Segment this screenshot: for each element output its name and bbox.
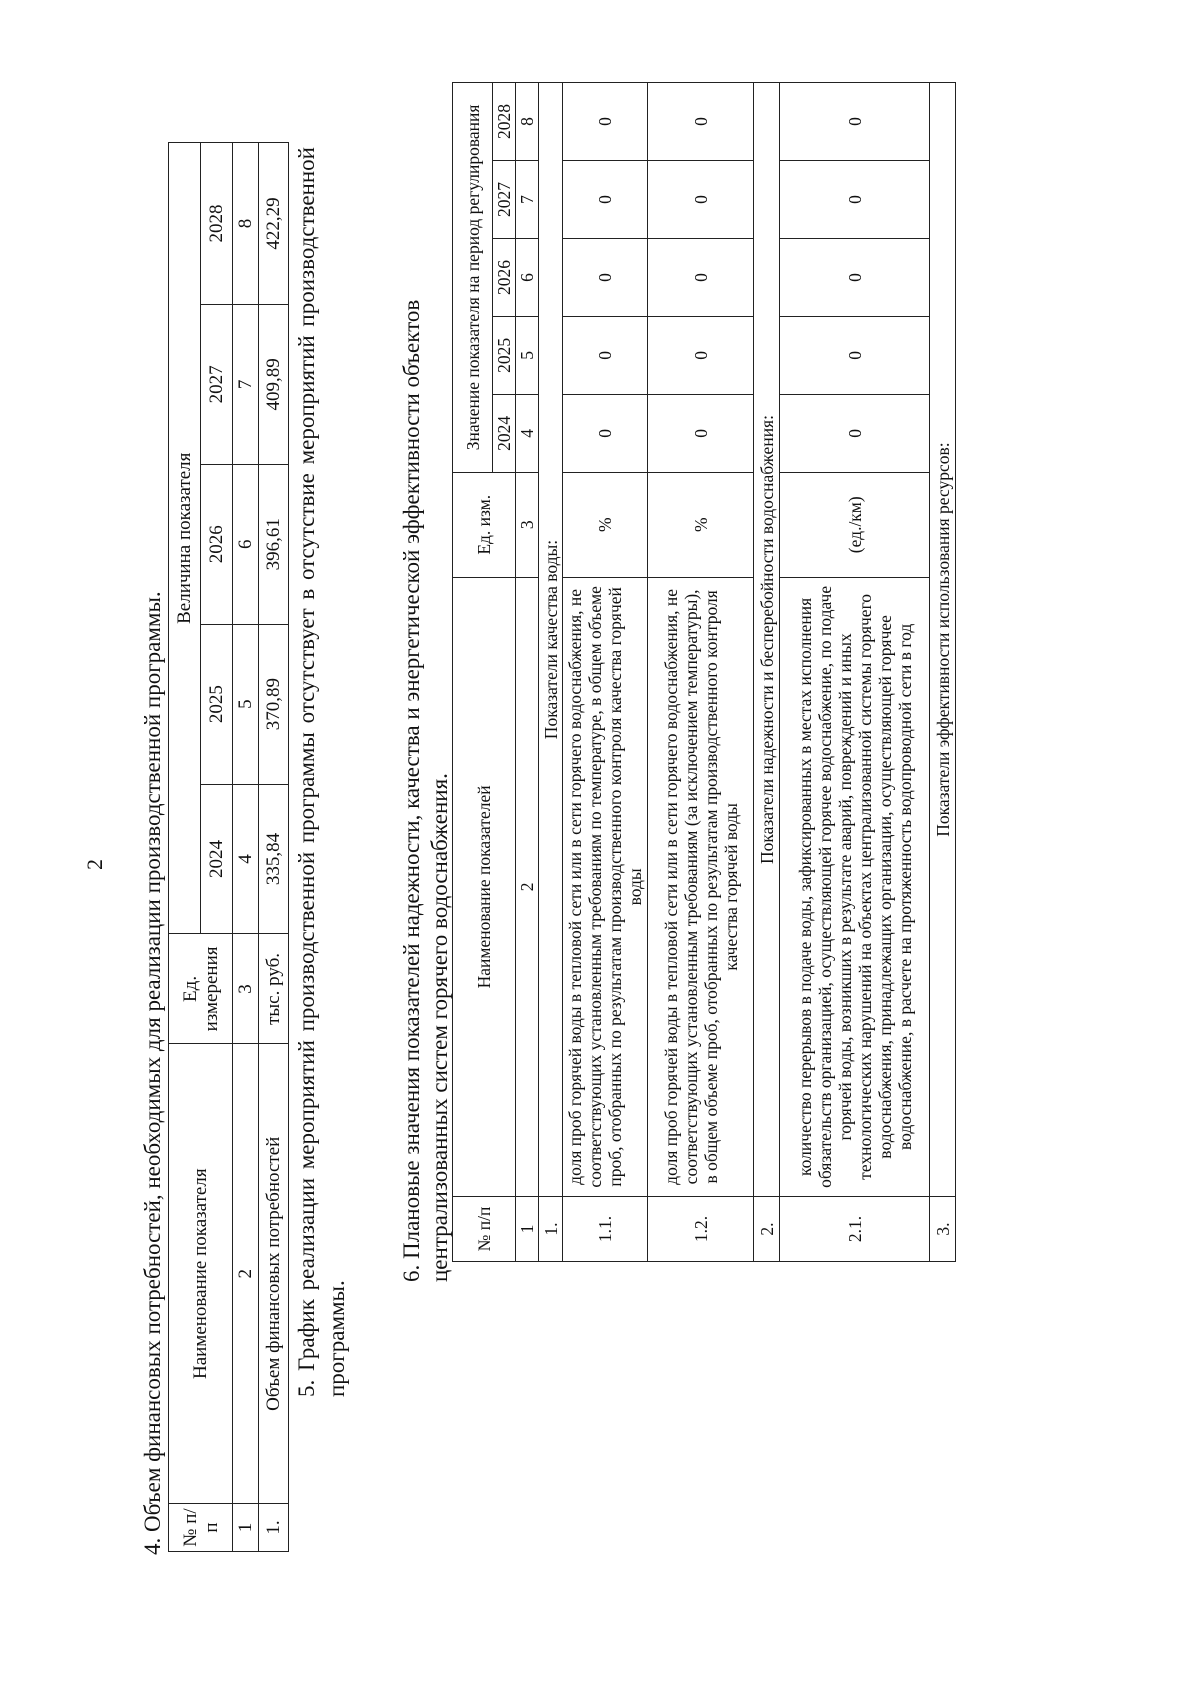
t1-index: 6 — [233, 464, 259, 624]
t2-year: 2027 — [493, 161, 516, 239]
t2-row-value: 0 — [648, 394, 754, 472]
t2-row-value: 0 — [648, 238, 754, 316]
t1-index: 4 — [233, 784, 259, 934]
t2-section-title: Показатели качества воды: — [539, 83, 563, 1197]
t2-row-name: доля проб горячей воды в тепловой сети или в сети горячего водоснабжения, не соответствующих установленным требованиям по температуре, в общем объеме проб, отобранных по результатам производственного контроля качества горячей воды — [563, 577, 648, 1196]
t1-header-no: № п/п — [169, 1504, 233, 1552]
t2-row-value: 0 — [780, 83, 930, 161]
t1-index: 8 — [233, 143, 259, 305]
t1-row-name: Объем финансовых потребностей — [259, 1044, 289, 1504]
financial-needs-table — [168, 142, 289, 1552]
page-number: 2 — [82, 859, 107, 870]
t2-row-unit: % — [563, 472, 648, 577]
t2-section-no: 3. — [930, 1197, 956, 1262]
t2-header-name: Наименование показателей — [453, 577, 516, 1196]
t2-row-value: 0 — [648, 161, 754, 239]
t1-header-name: Наименование показателя — [169, 1044, 233, 1504]
t1-year: 2028 — [201, 143, 233, 305]
t2-row-value: 0 — [780, 161, 930, 239]
t2-section-no: 2. — [754, 1197, 780, 1262]
t2-row-value: 0 — [563, 316, 648, 394]
t1-year: 2024 — [201, 784, 233, 934]
t1-index: 7 — [233, 304, 259, 464]
t1-index-row — [233, 143, 259, 1552]
t1-header-unit: Ед. измерения — [169, 934, 233, 1044]
t2-row-value: 0 — [648, 316, 754, 394]
section5-text: 5. График реализации мероприятий производственной программы отсутствует в отсутствие мероприятий производственной программы. — [294, 147, 349, 1397]
t2-row-value: 0 — [563, 394, 648, 472]
t2-index-row — [516, 83, 539, 1262]
t2-index: 6 — [516, 238, 539, 316]
t2-row-value: 0 — [780, 394, 930, 472]
t1-row-value: 409,89 — [259, 304, 289, 464]
t2-section-title: Показатели надежности и бесперебойности водоснабжения: — [754, 83, 780, 1197]
section6-heading: 6. Плановые значения показателей надежности, качества и энергетической эффективности объектов централизованных систем горячего водоснабжения. — [399, 299, 452, 1282]
t2-header-no: № п/п — [453, 1197, 516, 1262]
t2-year: 2024 — [493, 394, 516, 472]
t2-row-value: 0 — [563, 238, 648, 316]
t1-row-value: 370,89 — [259, 624, 289, 784]
t1-header-value-group: Величина показателя — [169, 143, 201, 934]
performance-indicators-table — [452, 82, 956, 1262]
table-row — [563, 83, 648, 1262]
t2-year: 2028 — [493, 83, 516, 161]
t2-row-name: количество перерывов в подаче воды, зафиксированных в местах исполнения обязательств организацией, осуществляющей горячее водоснабжение, по подаче горячей воды, возникших в результате аварий, повреждений и иных технологических нарушений на объектах централизованной системы горячего водоснабжения, принадлежащих организации, осуществляющей горячее водоснабжение, в расчете на протяженность водопроводной сети в год — [780, 577, 930, 1196]
t2-index: 3 — [516, 472, 539, 577]
t2-index: 4 — [516, 394, 539, 472]
t1-year: 2027 — [201, 304, 233, 464]
table-row — [780, 83, 930, 1262]
t2-row-name: доля проб горячей воды в тепловой сети или в сети горячего водоснабжения, не соответствующих установленным требованиям (за исключением температуры), в общем объеме проб, отобранных по результатам производственного контроля качества горячей воды — [648, 577, 754, 1196]
t2-section-row — [754, 83, 780, 1262]
t2-section-title: Показатели эффективности использования ресурсов: — [930, 83, 956, 1197]
t2-section-row — [930, 83, 956, 1262]
t1-index: 5 — [233, 624, 259, 784]
t1-row-value: 396,61 — [259, 464, 289, 624]
t2-row-value: 0 — [563, 83, 648, 161]
t2-section-no: 1. — [539, 1197, 563, 1262]
t2-row-value: 0 — [780, 238, 930, 316]
t2-row-unit: (ед./км) — [780, 472, 930, 577]
t1-year: 2025 — [201, 624, 233, 784]
t1-index: 3 — [233, 934, 259, 1044]
t2-index: 2 — [516, 577, 539, 1196]
t1-index: 1 — [233, 1504, 259, 1552]
t2-year: 2026 — [493, 238, 516, 316]
t2-year: 2025 — [493, 316, 516, 394]
t2-index: 7 — [516, 161, 539, 239]
t2-header-unit: Ед. изм. — [453, 472, 516, 577]
t2-row-value: 0 — [648, 83, 754, 161]
t2-header-value-group: Значение показателя на период регулирования — [453, 83, 493, 473]
t2-index: 1 — [516, 1197, 539, 1262]
t2-index: 5 — [516, 316, 539, 394]
t2-row-value: 0 — [780, 316, 930, 394]
t1-row-unit: тыс. руб. — [259, 934, 289, 1044]
t2-row-unit: % — [648, 472, 754, 577]
t2-row-value: 0 — [563, 161, 648, 239]
t2-row-no: 1.1. — [563, 1197, 648, 1262]
table-row — [259, 143, 289, 1552]
t2-row-no: 2.1. — [780, 1197, 930, 1262]
t1-index: 2 — [233, 1044, 259, 1504]
table-row — [648, 83, 754, 1262]
t2-row-no: 1.2. — [648, 1197, 754, 1262]
t1-row-no: 1. — [259, 1504, 289, 1552]
t1-row-value: 422,29 — [259, 143, 289, 305]
section4-heading: 4. Объем финансовых потребностей, необходимых для реализации производственной программы. — [140, 591, 165, 1555]
t1-year: 2026 — [201, 464, 233, 624]
t2-index: 8 — [516, 83, 539, 161]
t2-section-row — [539, 83, 563, 1262]
t1-row-value: 335,84 — [259, 784, 289, 934]
